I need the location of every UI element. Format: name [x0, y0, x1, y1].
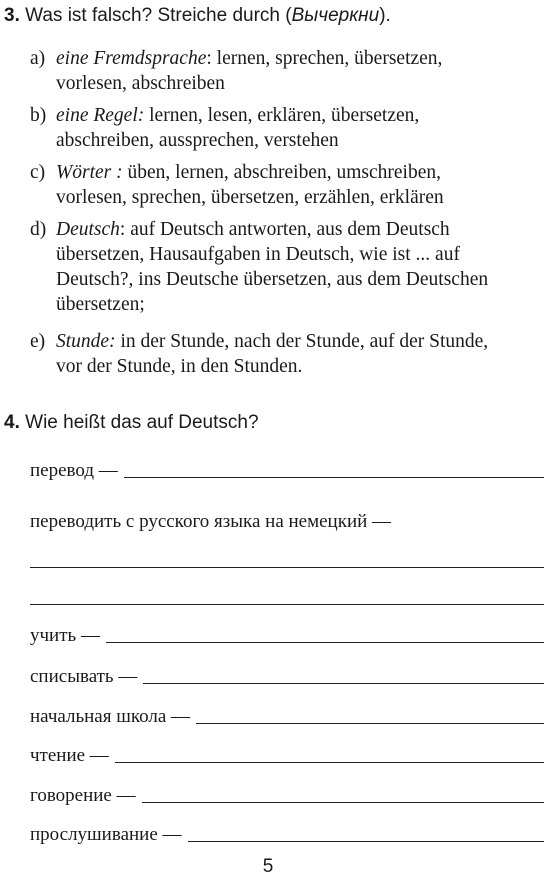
answer-row-spisyvat — [30, 665, 544, 689]
answer-row-uchit — [30, 624, 544, 648]
task3-item-c — [30, 160, 548, 210]
task3-item-b — [30, 103, 548, 153]
task3-instruction-end: ). — [379, 5, 391, 26]
item-line2: abschreiben, aussprechen, verstehen — [56, 130, 339, 151]
answer-label: перевод — — [30, 460, 118, 481]
answer-line[interactable] — [196, 723, 544, 724]
answer-row-perevod — [30, 459, 544, 483]
answer-row-govorenie — [30, 784, 544, 808]
item-line1: lernen, sprechen, übersetzen, — [211, 48, 443, 69]
answer-label: начальная школа — — [30, 706, 191, 727]
task3-item-a — [30, 46, 548, 96]
item-letter: d) — [30, 219, 47, 240]
answer-line[interactable] — [115, 762, 544, 763]
item-line2: vor der Stunde, in den Stunden. — [56, 356, 303, 377]
item-line3: Deutsch?, ins Deutsche übersetzen, aus dem Deutschen — [56, 269, 489, 290]
task3-instruction-ru: Вычеркни — [291, 5, 380, 26]
item-line1: auf Deutsch antworten, aus dem Deutsch — [125, 219, 450, 240]
item-line1: lernen, lesen, erklären, übersetzen, — [144, 105, 420, 126]
answer-row-nachalnaya-shkola — [30, 705, 544, 729]
item-sep: : — [119, 219, 126, 240]
answer-label: чтение — — [30, 745, 109, 766]
task3-instruction: Was ist falsch? Streiche durch ( — [25, 5, 292, 26]
task3-number: 3. — [4, 5, 20, 26]
answer-row-perevodit — [30, 510, 544, 534]
item-letter: e) — [30, 331, 46, 352]
answer-label: говорение — — [30, 785, 136, 806]
item-line2: übersetzen, Hausaufgaben in Deutsch, wie ist ... auf — [56, 244, 460, 265]
task4-instruction: Wie heißt das auf Deutsch? — [25, 412, 259, 433]
item-keyword: Wörter : — [56, 162, 123, 183]
task3-heading — [4, 4, 391, 28]
answer-line[interactable] — [30, 567, 544, 568]
page-number: 5 — [262, 856, 274, 877]
answer-line[interactable] — [142, 802, 544, 803]
answer-label: прослушивание — — [30, 824, 182, 845]
answer-row-proslushivanie — [30, 823, 544, 847]
item-keyword: Stunde: — [56, 331, 116, 352]
answer-line[interactable] — [143, 683, 544, 684]
item-line2: vorlesen, sprechen, übersetzen, erzählen, erklären — [56, 187, 444, 208]
answer-row-chtenie — [30, 744, 544, 768]
answer-label: учить — — [30, 625, 100, 646]
item-letter: a) — [30, 48, 46, 69]
answer-line[interactable] — [124, 477, 544, 478]
item-keyword: Deutsch — [56, 219, 120, 240]
item-letter: b) — [30, 105, 47, 126]
item-line1: in der Stunde, nach der Stunde, auf der Stunde, — [115, 331, 489, 352]
answer-label: переводить с русского языка на немецкий — — [30, 511, 392, 532]
item-line1: üben, lernen, abschreiben, umschreiben, — [122, 162, 442, 183]
item-keyword: eine Fremdsprache — [56, 48, 207, 69]
task3-item-e — [30, 329, 548, 379]
item-keyword: eine Regel: — [56, 105, 145, 126]
task4-number: 4. — [4, 412, 20, 433]
task4-heading — [4, 411, 259, 435]
answer-line[interactable] — [106, 642, 544, 643]
item-sep: : — [206, 48, 212, 69]
task3-item-d — [30, 217, 548, 317]
answer-line[interactable] — [188, 841, 544, 842]
item-line2: vorlesen, abschreiben — [56, 73, 225, 94]
item-letter: c) — [30, 162, 46, 183]
answer-line[interactable] — [30, 604, 544, 605]
item-line4: übersetzen; — [56, 294, 145, 315]
answer-label: списывать — — [30, 666, 138, 687]
